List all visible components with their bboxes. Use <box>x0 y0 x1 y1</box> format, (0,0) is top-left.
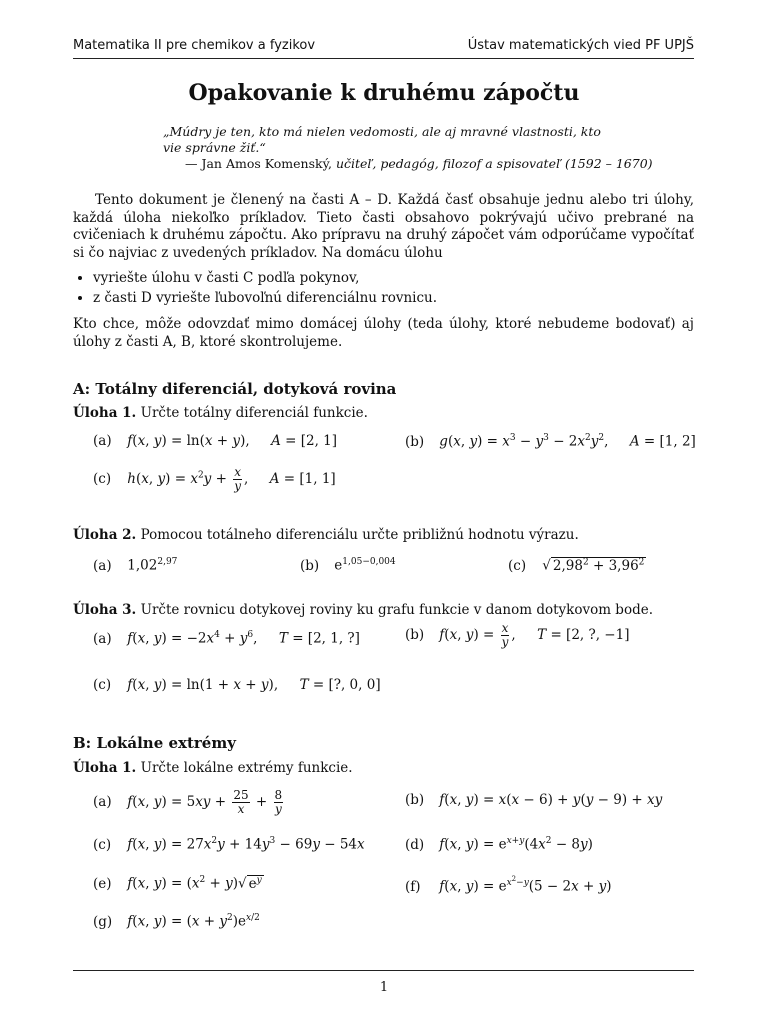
task-b1 <box>73 760 353 776</box>
exercise-b1-f: (f) f(x, $y) = e^{x^2-y}(5 - 2x + y)$ <box>405 875 612 895</box>
header-institute: Ústav matematických vied PF UPJŠ <box>467 38 694 53</box>
quote-author: — Jan Amos Komenský, <box>185 156 332 171</box>
exercise-b1-e: (e) f(x, $y) = (x^2 + y)√$ $e^y$ <box>93 875 262 892</box>
exercise-label: (b) <box>405 433 425 450</box>
exercise-a3-a: (a) f(x, $y) = -2x^4 + y^6$, T = [2, 1, ?] <box>93 630 360 647</box>
exercise-label: (c) <box>93 471 112 487</box>
exercise-a3-b: (b) f(x, y) = $\frac{x}{y}$ , T = [2, ?, −1] <box>405 621 630 649</box>
task-text: Určte rovnicu dotykovej roviny ku grafu funkcie v danom dotykovom bode. <box>140 602 653 618</box>
exercise-a1-b: (b) g(x, $y) = x^3 - y^3 - 2x^2y^2$, A = [1, 2] <box>405 433 696 450</box>
exercise-label: (c) <box>93 836 112 853</box>
exercise-label: (a) <box>93 433 112 449</box>
task-text: Určte totálny diferenciál funkcie. <box>140 405 368 421</box>
footer-rule <box>73 970 694 971</box>
exercise-label: (a) <box>93 557 112 574</box>
exercise-b1-c: (c) f(x, $y) = 27x^2y + 14y^3 - 69y - 54x$ <box>93 836 365 853</box>
page-number: 1 <box>379 980 389 995</box>
section-a-heading: A: Totálny diferenciál, dotyková rovina <box>73 380 397 398</box>
exercise-label: (b) <box>300 557 320 574</box>
exercise-a1-c: (c) h(x, $y) = x^2y$ + $\frac{x}{y}$ , A = [1, 1] <box>93 465 336 493</box>
task-a1 <box>73 405 368 421</box>
quote-author-desc: učiteľ, pedagóg, filozof a spisovateľ (1592 – 1670) <box>335 156 653 171</box>
task-text: Určte lokálne extrémy funkcie. <box>140 760 353 776</box>
homework-list <box>73 268 437 308</box>
extra-paragraph: Kto chce, môže odovzdať mimo domácej úlohy (teda úlohy, ktoré nebudeme bodovať) aj úlohy z časti A, B, ktoré skontrolujeme. <box>73 316 694 350</box>
exercise-label: (b) <box>405 627 425 643</box>
task-a3 <box>73 602 653 618</box>
quote-attribution <box>185 156 653 171</box>
exercise-a2-a: (a) 1,02$^{2,97}$ <box>93 557 178 574</box>
exercise-label: (c) <box>508 557 527 574</box>
list-item: • vyriešte úlohu v časti C podľa pokynov, <box>93 268 437 288</box>
exercise-b1-d: (d) f(x, $y) = e^{x+y}(4x^2 - 8y)$ <box>405 836 593 853</box>
exercise-label: (a) <box>93 794 112 810</box>
task-label: Úloha 3. <box>73 602 137 618</box>
document-title: Opakovanie k druhému zápočtu <box>188 80 580 106</box>
intro-paragraph: Tento dokument je členený na časti A – D. Každá časť obsahuje jednu alebo tri úlohy, každá úloha niekoľko príkladov. Tieto časti obsahovo pokrývajú učivo prebrané na cvičeniach k druhému zápočtu. Ako prípravu na druhý zápočet vám odporúčame vypočítať si čo najviac z uvedených príkladov. Na domácu úlohu <box>73 192 694 261</box>
exercise-a1-a: (a) f(x, y) = ln(x + y), A = [2, 1] <box>93 433 338 449</box>
header-rule <box>73 58 694 59</box>
exercise-label: (a) <box>93 630 112 647</box>
task-label: Úloha 1. <box>73 405 137 421</box>
list-item: • z časti D vyriešte ľubovoľnú diferenciálnu rovnicu. <box>93 288 437 308</box>
task-a2 <box>73 527 579 543</box>
exercise-a2-b: (b) $e^{1,05-0,004}$ <box>300 557 396 574</box>
task-text: Pomocou totálneho diferenciálu určte približnú hodnotu výrazu. <box>140 527 579 543</box>
exercise-label: (f) <box>405 878 421 895</box>
task-label: Úloha 2. <box>73 527 137 543</box>
exercise-a2-c: (c) √ $2,98^2 + 3,96^2$ <box>508 557 645 574</box>
task-label: Úloha 1. <box>73 760 137 776</box>
header-course-title: Matematika II pre chemikov a fyzikov <box>73 38 316 53</box>
exercise-label: (d) <box>405 836 425 853</box>
exercise-b1-b: (b) f(x, y) = x(x − 6) + y(y − 9) + xy <box>405 792 663 808</box>
section-b-heading: B: Lokálne extrémy <box>73 734 236 752</box>
exercise-label: (b) <box>405 792 425 808</box>
exercise-label: (e) <box>93 875 112 892</box>
exercise-b1-a: (a) f(x, y) = 5xy + $\frac{25}{x}$ + $\frac{8}{y}$ <box>93 788 283 816</box>
quote-text: „Múdry je ten, kto má nielen vedomosti, ale aj mravné vlastnosti, kto vie správne žiť.“ <box>163 124 601 155</box>
exercise-label: (g) <box>93 913 113 930</box>
exercise-a3-c: (c) f(x, y) = ln(1 + x + y), T = [?, 0, 0] <box>93 677 381 693</box>
exercise-label: (c) <box>93 677 112 693</box>
exercise-b1-g: (g) f(x, $y) = (x + y^2)e^{x/2}$ <box>93 913 260 930</box>
